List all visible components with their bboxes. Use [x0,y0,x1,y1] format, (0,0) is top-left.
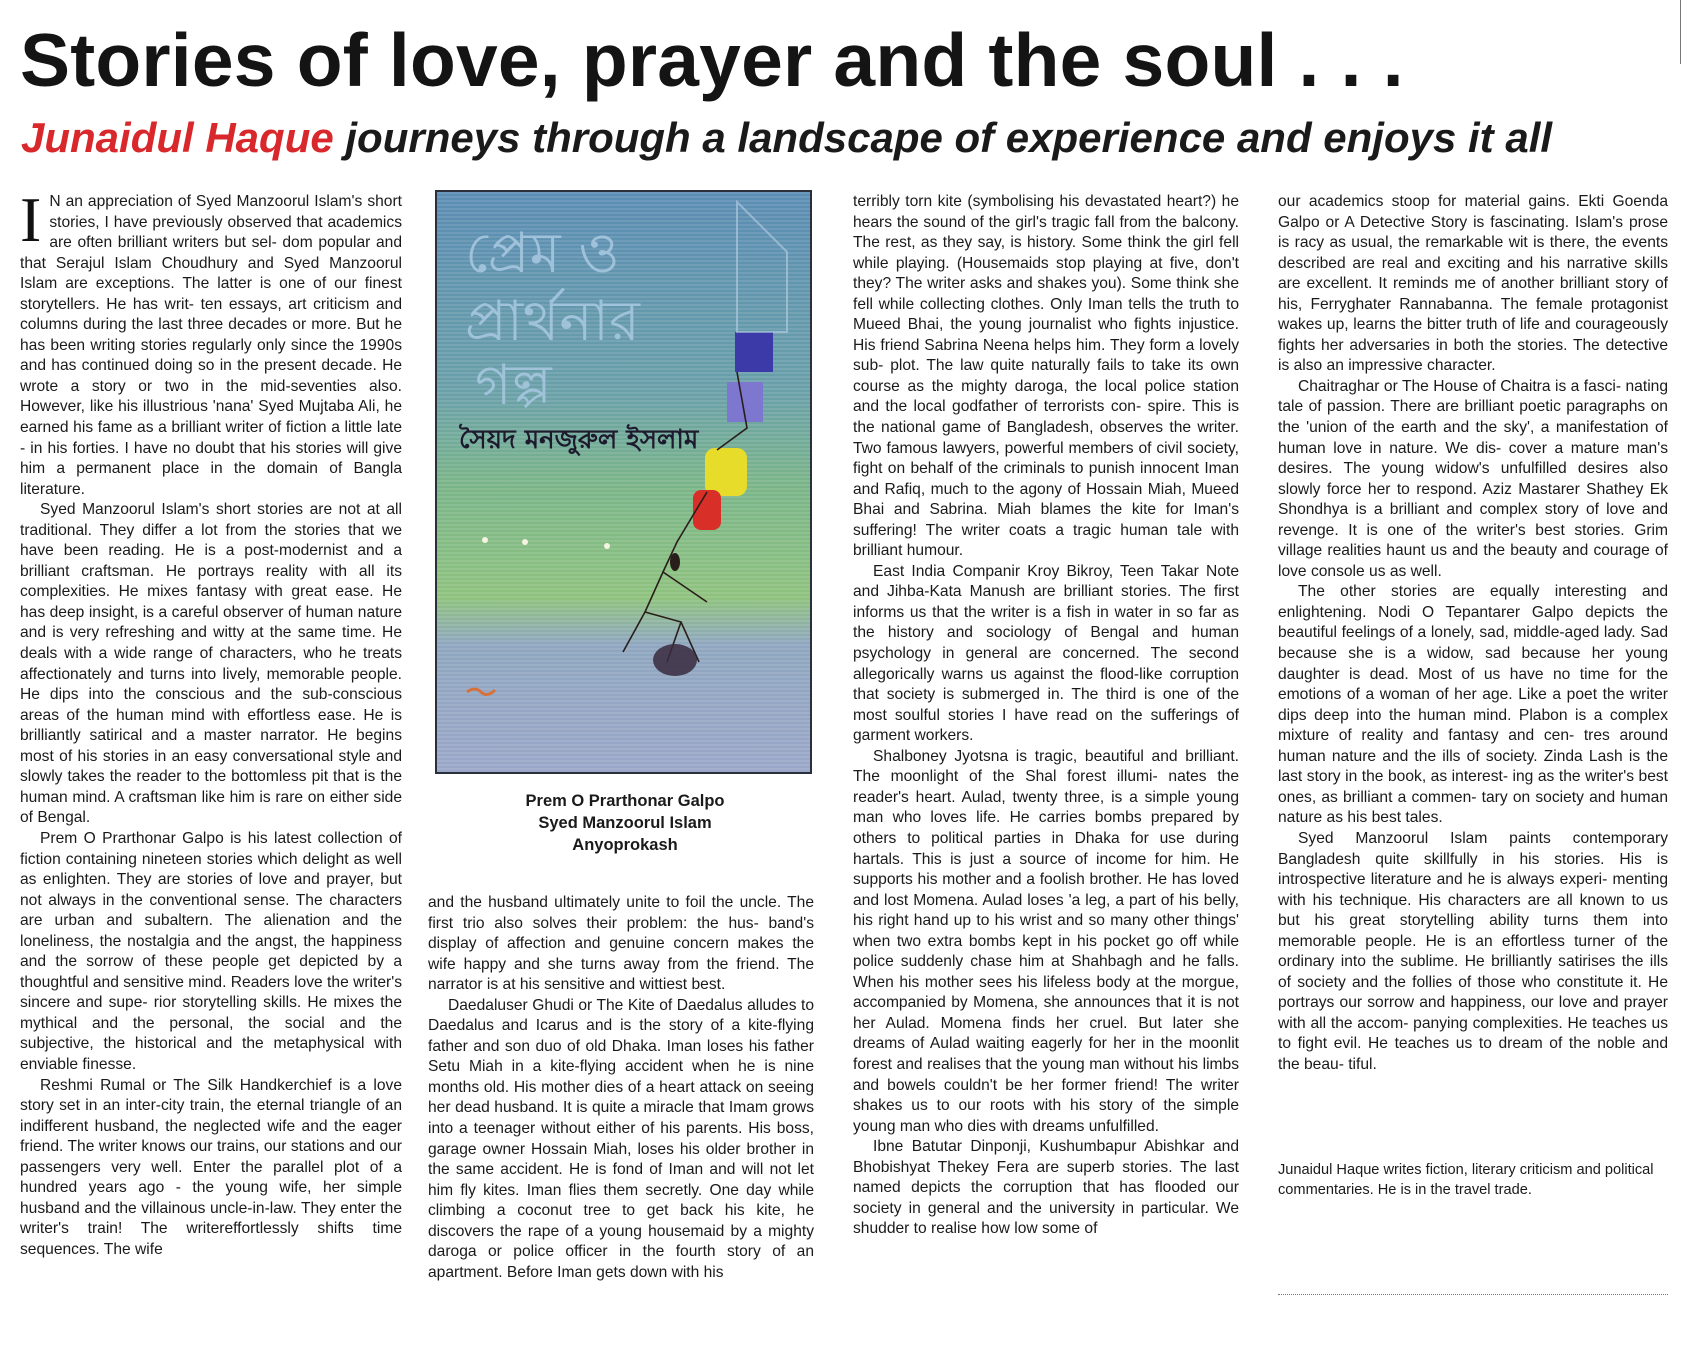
paragraph: and the husband ultimately unite to foil the uncle. The first trio also solves their problem: the hus- band's display of affection and genuine concern makes the wife happy and she turns away from the friend. The narrator is at his sensitive and wittiest best. [428,894,814,994]
book-cover-image [435,190,812,774]
drop-cap: I [20,184,42,255]
standfirst-text: journeys through a landscape of experience and enjoys it all [333,114,1553,161]
caption-publisher: Anyoprokash [572,836,678,854]
cover-caption [430,790,820,856]
byline-author: Junaidul Haque [21,114,334,161]
article-column-4 [1278,192,1668,1076]
paragraph: terribly torn kite (symbolising his devastated heart?) he hears the sound of the girl's tragic fall from the balcony. The rest, as they say, is history. Some think the girl fell while playing. (Housemaids stop playing at five, don't they? The writer asks and shakes you). Some think she fell while collecting clothes. Only Iman tells the truth to Mueed Bhai, the young journalist who fights injustice. His friend Sabrina Neena helps him. They form a lovely sub- plot. The law quite naturally fails to take its own course as the mighty daroga, the local police station and the local godfather of terrorists con- spire. This is the national game of Bangladesh, observes the writer. Two famous lawyers, powerful members of civil society, fight on behalf of the criminals to punish innocent Iman and Rafiq, much to the agony of Hossain Miah, Mueed Bhai and Sabrina. Miah blames the kite for Iman's suffering! The writer coats a tragic human tale with brilliant humour. [853,193,1239,560]
paragraph: The other stories are equally interesting and enlightening. Nodi O Tepantarer Galpo depicts the beautiful feelings of a lonely, sad, middle-aged lady. Sad because she is a widow, sad because her young daughter is dead. Most of us have no time for the emotions of a woman of her age. Like a poet the writer dips deep into the human mind. Plabon is a complex mixture of reality and fantasy and cen- tres around human nature and the ills of society. Zinda Lash is the last story in the book, as interest- ing as the writer's best ones, as brilliant a commen- tary on society and human nature as his best tales. [1278,583,1668,827]
vertical-rule [1680,0,1681,64]
cover-title-line-2: প্রার্থনার [465,289,640,354]
paragraph [20,184,402,500]
cover-title-line-1: প্রেম ও [465,221,620,286]
paragraph: East India Companir Kroy Bikroy, Teen Takar Note and Jihba-Kata Manush are brilliant stories. The first informs us that the writer is a fish in water in so far as the history and sociology of Bengal and human psychology in general are concerned. The second allegorically warns us against the flood-like corruption that society is submerged in. The third is one of the most soulful stories I have read on the sufferings of garment workers. [853,562,1239,745]
paragraph: Syed Manzoorul Islam's short stories are not at all traditional. They differ a lot from the stories that we have been reading. He is a post-modernist and a brilliant craftsman. He portrays reality with all its complexities. He mixes fantasy with great ease. He has deep insight, is a careful observer of human nature and is very refreshing and witty at the same time. He deals with a wide range of characters, who he treats affectionately and turns into lively, memorable people. He dips into the conscious and the sub-conscious areas of the human mind with effortless ease. He is brilliantly satirical and a master narrator. He begins most of his stories in an easy conversational style and slowly takes the reader to the bottomless pit that is the human mind. A craftsman like him is rare on either side of Bengal. [20,501,402,827]
caption-title: Prem O Prarthonar Galpo [525,792,725,810]
article-column-3 [853,192,1239,1240]
paragraph-text: N an appreciation of Syed Manzoorul Islam's short stories, I have previously observed that academics are often brilliant writers but sel- dom popular and that Serajul Islam Choudhury and Syed Manzoorul Islam are exceptions. The latter is one of our finest storytellers. He has writ- ten essays, art criticism and columns during the last three decades or more. But he has been writing stories regularly only since the 1990s and has continued doing so in the present decade. He wrote a story or two in the mid-seventies also. However, like his illustrious 'nana' Syed Mujtaba Ali, he earned his fame as a brilliant writer of fiction a little late - in his forties. I have no doubt that his stories will give him a permanent place in the domain of Bangla literature. [20,193,402,498]
ink-blot [653,644,697,676]
paragraph: Daedaluser Ghudi or The Kite of Daedalus alludes to Daedalus and Icarus and is the story of a kite-flying father and son duo of old Dhaka. Iman loses his father Setu Miah in a kite-flying accident when he is nine months old. His mother dies of a heart attack on seeing her dead husband. It is quite a miracle that Imam grows into a teenager without either of his parents. His boss, garage owner Hossain Miah, loses his older brother in the same accident. He is fond of Iman and will not let him fly kites. Iman flies them secretly. One day while climbing a coconut tree to get back his kite, he discovers the rape of a young housemaid by a mighty daroga or police officer in the fourth story of an apartment. Before Iman gets down with his [428,996,814,1281]
author-bio: Junaidul Haque writes fiction, literary criticism and political commentaries. He is in the travel trade. [1278,1162,1654,1198]
paragraph: Reshmi Rumal or The Silk Handkerchief is a love story set in an inter-city train, the eternal triangle of an indifferent husband, the neglected wife and the eager friend. The writer knows our trains, our stations and our passengers very well. Enter the parallel plot of a hundred years ago - the young wife, her simple husband and the villainous uncle-in-law. They enter the writer's train! The writereffortlessly shifts time sequences. The wife [20,1076,402,1258]
article-column-2 [428,893,814,1283]
yellow-block [705,448,747,496]
paragraph: Shalboney Jyotsna is tragic, beautiful and brilliant. The moonlight of the Shal forest illumi- nates the reader's heart. Aulad, twenty three, is a simple young man who loves life. He carries bombs prepared by others to political parties in Dhaka for use during hartals. This is just a source of income for him. He supports his mother and a foolish brother. He has loved and lost Momena. Aulad loses 'a leg, a part of his belly, his right hand up to his wrist and so many other things' when two extra bombs kept in his pocket go off while police suddenly chase him at Shahbagh and he falls. When his mother sees his lifeless body at the morgue, accompanied by Momena, she announces that it is not her Aulad. Momena finds her cruel. But later she dreams of Aulad waiting eagerly for her in the moonlit forest and realises that the young man without his limbs and bowels couldn't be her former friend! The writer shakes us to our roots with his story of the simple young man who dies with dreams unfulfilled. [853,747,1239,1135]
dotted-rule [1278,1294,1668,1295]
paragraph: our academics stoop for material gains. Ekti Goenda Galpo or A Detective Story is fascinating. Islam's prose is racy as usual, the remarkable wit is there, the events described are real and exciting and his narrative skills are excellent. It reminds me of another brilliant story of his, Ferryghater Rannabanna. The female protagonist wakes up, learns the bitter truth of life and courageously fights her adversaries in both the stories. The detective is also an impressive character. [1278,193,1668,375]
article-column-1 [20,184,402,1260]
cover-author: সৈয়দ মনজুরুল ইসলাম [459,425,699,455]
dot [604,543,610,549]
cover-title-line-3: গল্প [475,353,552,418]
paragraph: Ibne Batutar Dinponji, Kushumbapur Abishkar and Bhobishyat Thekey Fera are superb stories. The last named depicts the corruption that has flooded our society in general and the university in particular. We shudder to realise how low some of [853,1138,1239,1238]
paragraph: Syed Manzoorul Islam paints contemporary Bangladesh quite skillfully in his stories. His is introspective literature and he is always experi- menting with his technique. His characters are all known to us but his great storytelling ability turns them into memorable people. He is an effortless turner of the ordinary into the sublime. He brilliantly satirises the ills of society and the follies of those who constitute it. He portrays our sorrow and happiness, our love and prayer with all the accom- panying complexities. He teaches us to fight evil. He teaches us to dream of the noble and the beau- tiful. [1278,829,1668,1073]
standfirst [21,112,1552,164]
dot [522,539,528,545]
dot [482,537,488,543]
ink-blot-small [670,553,680,571]
paragraph: Chaitraghar or The House of Chaitra is a fasci- nating tale of passion. There are brilliant poetic paragraphs on the 'union of the earth and the sky', a manifestation of human love in nature. We dis- cover a mature man's desires. The young widow's unfulfilled desires also slowly force her to respond. Aziz Mastarer Shathey Ek Shondhya is a brilliant and complex story of love and revenge. It is one of the writer's best stories. Grim village realities haunt us and the beauty and courage of love console us as well. [1278,377,1668,580]
headline: Stories of love, prayer and the soul . . . [20,18,1404,102]
paragraph: Prem O Prarthonar Galpo is his latest collection of fiction containing nineteen stories which delight as well as enlighten. They are stories of love and prayer, but not always in the conventional sense. The characters are urban and subaltern. The alienation and the loneliness, the nostalgia and the angst, the happiness and the sorrow of these people get depicted by a thoughtful and sensitive mind. Readers love the writer's sincere and supe- rior storytelling skills. He mixes the mythical and the personal, the social and the subjective, the historical and the metaphysical with enviable finesse. [20,829,402,1073]
caption-author: Syed Manzoorul Islam [538,814,712,832]
blue-square [735,332,773,372]
red-block [693,490,721,530]
